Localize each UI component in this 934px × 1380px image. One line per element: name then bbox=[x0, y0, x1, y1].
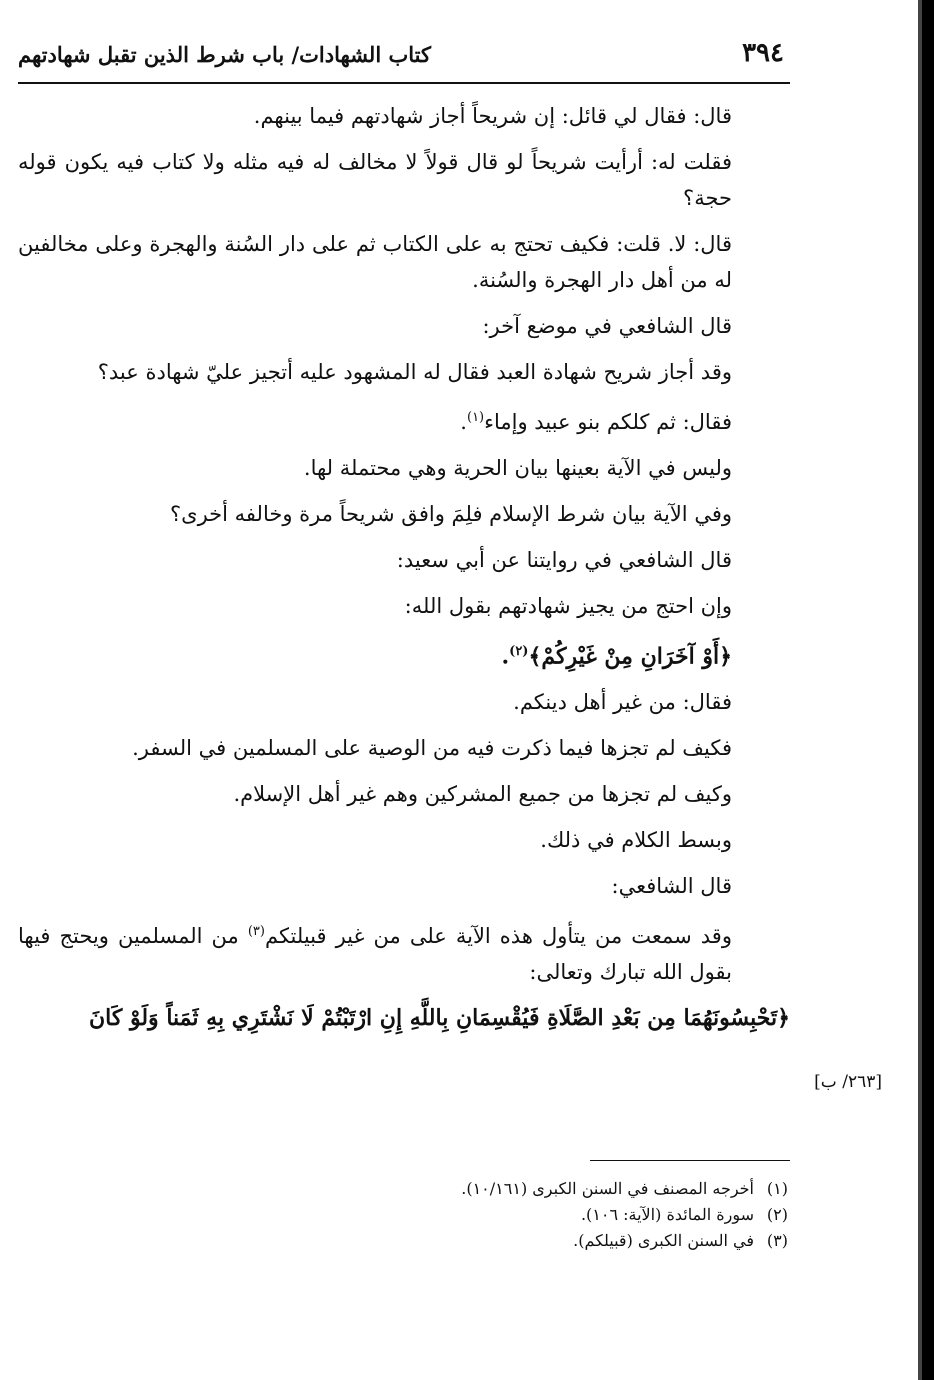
paragraph: قال الشافعي في روايتنا عن أبي سعيد: bbox=[396, 548, 732, 572]
footnote bbox=[18, 1228, 790, 1254]
paragraph: وكيف لم تجزها من جميع المشركين وهم غير أهل الإسلام. bbox=[233, 782, 732, 807]
paragraph: فقلت له: أرأيت شريحاً لو قال قولاً لا مخالف له فيه مثله ولا كتاب فيه يكون قوله حجة؟ bbox=[18, 150, 732, 210]
paragraph: قال: فقال لي قائل: إن شريحاً أجاز شهادتهم فيما بينهم. bbox=[253, 104, 732, 128]
footnote-text: في السنن الكبرى (قبيلكم). bbox=[573, 1231, 754, 1250]
paragraph-text: فقال: ثم كلكم بنو عبيد وإماء bbox=[484, 410, 732, 434]
footnote-ref: (٢) bbox=[509, 644, 529, 659]
page-body bbox=[18, 84, 790, 1036]
footnote-number: (٢) bbox=[766, 1205, 788, 1224]
page bbox=[18, 30, 882, 1250]
paragraph: فكيف لم تجزها فيما ذكرت فيه من الوصية على المسلمين في السفر. bbox=[132, 736, 732, 761]
footnote-text: أخرجه المصنف في السنن الكبرى (١٠/١٦١). bbox=[461, 1179, 754, 1198]
paragraph: فقال: من غير أهل دينكم. bbox=[513, 690, 732, 715]
footnote bbox=[18, 1202, 790, 1228]
footnote bbox=[18, 1176, 790, 1202]
quran-verse: ﴿تَحْبِسُونَهُمَا مِن بَعْدِ الصَّلَاةِ فَيُقْسِمَانِ بِاللَّهِ إِنِ ارْتَبْتُمْ لَا نَشْتَرِي بِهِ ثَمَناً وَلَوْ كَانَ bbox=[88, 1005, 790, 1032]
page-header bbox=[18, 30, 790, 84]
paragraph: وقد أجاز شريح شهادة العبد فقال له المشهود عليه أتجيز عليّ شهادة عبد؟ bbox=[97, 360, 732, 384]
paragraph: قال الشافعي: bbox=[611, 874, 732, 899]
footnotes bbox=[18, 1176, 790, 1254]
quran-verse: ﴿أَوْ آخَرَانِ مِنْ غَيْرِكُمْ﴾$^{(٢)}$. bbox=[501, 643, 732, 670]
paragraph: وفي الآية بيان شرط الإسلام فلِمَ وافق شريحاً مرة وخالفه أخرى؟ bbox=[170, 502, 732, 526]
footnote-text: سورة المائدة (الآية: ١٠٦). bbox=[580, 1205, 754, 1224]
paragraph-text: من المسلمين ويحتج فيها بقول الله تبارك وتعالى: bbox=[18, 924, 732, 985]
page-number: ٣٩٤ bbox=[742, 38, 784, 68]
running-title: كتاب الشهادات/ باب شرط الذين تقبل شهادتهم bbox=[18, 42, 431, 67]
footnote-divider bbox=[590, 1160, 790, 1161]
paragraph: قال الشافعي في موضع آخر: bbox=[482, 314, 732, 338]
quran-verse-text: ﴿أَوْ آخَرَانِ مِنْ غَيْرِكُمْ﴾ bbox=[528, 643, 732, 670]
paragraph bbox=[18, 914, 790, 990]
footnote-number: (٣) bbox=[766, 1231, 788, 1250]
footnote-ref: (١) bbox=[466, 410, 485, 425]
paragraph: قال: لا. قلت: فكيف تحتج به على الكتاب ثم على دار السُنة والهجرة وعلى مخالفين له من أهل دار الهجرة والسُنة. bbox=[18, 232, 732, 292]
paragraph-text: وقد سمعت من يتأول هذه الآية على من غير قبيلتكم bbox=[264, 924, 732, 949]
footnote-ref: (٣) bbox=[247, 924, 265, 940]
scan-edge bbox=[922, 0, 934, 1380]
footnote-number: (١) bbox=[766, 1179, 788, 1198]
scan-edge-shadow bbox=[918, 0, 922, 1380]
paragraph: وليس في الآية بعينها بيان الحرية وهي محتملة لها. bbox=[303, 456, 732, 480]
margin-note: [٢٦٣/ ب] bbox=[814, 1072, 882, 1092]
paragraph: وإن احتج من يجيز شهادتهم بقول الله: bbox=[404, 594, 732, 618]
paragraph: وبسط الكلام في ذلك. bbox=[540, 828, 732, 853]
paragraph: فقال: ثم كلكم بنو عبيد وإماء$^{(١)}$. bbox=[460, 410, 732, 434]
